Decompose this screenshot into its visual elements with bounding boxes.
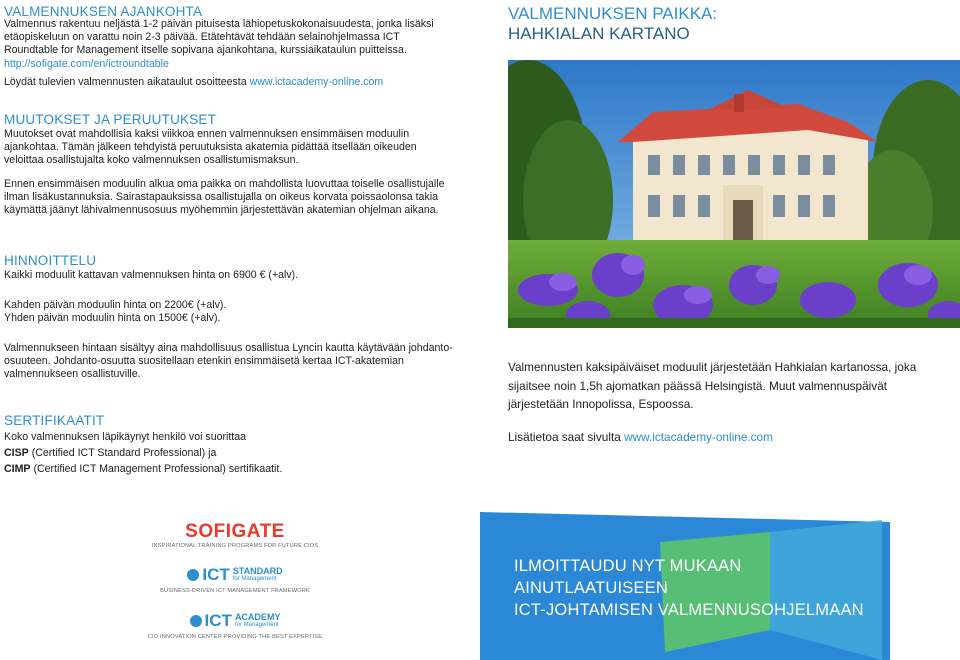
ict-academy-word: ACADEMY <box>234 612 281 622</box>
ict-academy-tagline: CIO INNOVATION CENTER PROVIDING THE BEST EXPERTISE <box>147 634 323 640</box>
schedule-text: Valmennus rakentuu neljästä 1-2 päivän pituisesta lähiopetuskokonaisuudesta, jonka lisäksi etäopiskeluun on varattu noin 2-3 päivää. Etätehtävät tehdään selainohjelmassa ICT Roundtable for Management itselle sopivana ajankohtana, kurssiaikataulun puitteissa. <box>4 18 434 57</box>
pricing-line-intro: Valmennukseen hintaan sisältyy aina mahdollisuus osallistua Lyncin kautta käytävään johdanto-osuuteen. Johdanto-osuutta suositellaan etenkin ensimmäisetä kertaa ICT-akatemian valmennukseen osallistuville. <box>4 342 453 381</box>
manor-photo <box>508 60 960 328</box>
ict-standard-logo <box>120 565 350 594</box>
venue-title <box>508 4 948 44</box>
schedule-text-2: Löydät tulevien valmennusten aikataulut osoitteesta <box>4 76 247 88</box>
changes-title: MUUTOKSET JA PERUUTUKSET <box>4 112 217 127</box>
venue-info-line <box>508 428 948 447</box>
cimp-abbr: CIMP <box>4 463 31 475</box>
venue-title-line-2: HAHKIALAN KARTANO <box>508 24 690 43</box>
ict-academy-logo <box>120 611 350 640</box>
manor-illustration <box>508 60 960 328</box>
sofigate-logo <box>120 521 350 549</box>
ict-academy-ict: ICT <box>204 611 232 630</box>
venue-title-line-1: VALMENNUKSEN PAIKKA: <box>508 4 718 23</box>
cta-text[interactable] <box>514 555 894 621</box>
pricing-line-two-day: Kahden päivän moduulin hinta on 2200€ (+alv). <box>4 299 227 311</box>
cimp-text: (Certified ICT Management Professional) sertifikaatit. <box>33 463 283 475</box>
cisp-abbr: CISP <box>4 447 29 459</box>
sofigate-tagline: INSPIRATIONAL TRAINING PROGRAMS FOR FUTURE CIOS <box>151 543 319 549</box>
schedule-title: VALMENNUKSEN AJANKOHTA <box>4 4 203 19</box>
ict-academy-sub: for Management <box>234 622 279 628</box>
changes-paragraph-2: Ennen ensimmäisen moduulin alkua oma paikka on mahdollista luovuttaa toiselle osallistujalle ilman lisäkustannuksia. Sairastapauksissa osallistujalla on oikeus korvata poissaolonsa takia käymättä jäänyt lähivalmennusosuus myöhemmin järjestettävän akatemian ohjelman aikana. <box>4 178 445 217</box>
venue-info-link[interactable]: www.ictacademy-online.com <box>624 429 773 444</box>
cta-line-1: ILMOITTAUDU NYT MUKAAN AINUTLAATUISEEN <box>514 557 742 597</box>
globe-icon <box>187 569 199 581</box>
certificate-cimp <box>4 463 282 476</box>
certificates-line: Koko valmennuksen läpikäynyt henkilö voi suorittaa <box>4 431 247 443</box>
certificates-title: SERTIFIKAATIT <box>4 413 105 428</box>
venue-info-text: Lisätietoa saat sivulta <box>508 429 621 444</box>
pricing-title: HINNOITTELU <box>4 253 97 268</box>
schedule-paragraph <box>4 18 454 71</box>
certificate-cisp <box>4 447 216 460</box>
cta-line-2: ICT-JOHTAMISEN VALMENNUSOHJELMAAN <box>514 601 864 619</box>
pricing-line-one-day: Yhden päivän moduulin hinta on 1500€ (+alv). <box>4 312 221 324</box>
schedule-paragraph-2 <box>4 76 383 89</box>
ict-standard-sub: for Management <box>232 576 277 582</box>
venue-description <box>508 358 948 446</box>
changes-paragraph: Muutokset ovat mahdollisia kaksi viikkoa ennen valmennuksen ensimmäisen moduulin ajankohtaa. Tämän jälkeen tehdyistä peruutuksista akatemia pidättää itsellään oikeuden veloittaa osallistujalta koko valmennuksen osallistumismaksun. <box>4 128 417 167</box>
ict-standard-word: STANDARD <box>232 566 283 576</box>
venue-text-paragraph: Valmennusten kaksipäiväiset moduulit järjestetään Hahkialan kartanossa, joka sijaitsee noin 1,5h ajomatkan päässä Helsingistä. Muut valmennuspäivät järjestetään Innopolissa, Espoossa. <box>508 360 917 411</box>
partner-logos <box>120 515 350 655</box>
cisp-text: (Certified ICT Standard Professional) ja <box>31 447 217 459</box>
sofigate-link[interactable]: http://sofigate.com/en/ictroundtable <box>4 57 169 70</box>
ict-standard-ict: ICT <box>202 565 230 584</box>
pricing-line-full: Kaikki moduulit kattavan valmennuksen hinta on 6900 € (+alv). <box>4 269 299 281</box>
ict-standard-tagline: BUSINESS-DRIVEN ICT MANAGEMENT FRAMEWORK <box>160 588 310 594</box>
ictacademy-link[interactable]: www.ictacademy-online.com <box>249 76 384 88</box>
sofigate-wordmark: SOFIGATE <box>185 521 285 542</box>
globe-icon <box>190 615 202 627</box>
